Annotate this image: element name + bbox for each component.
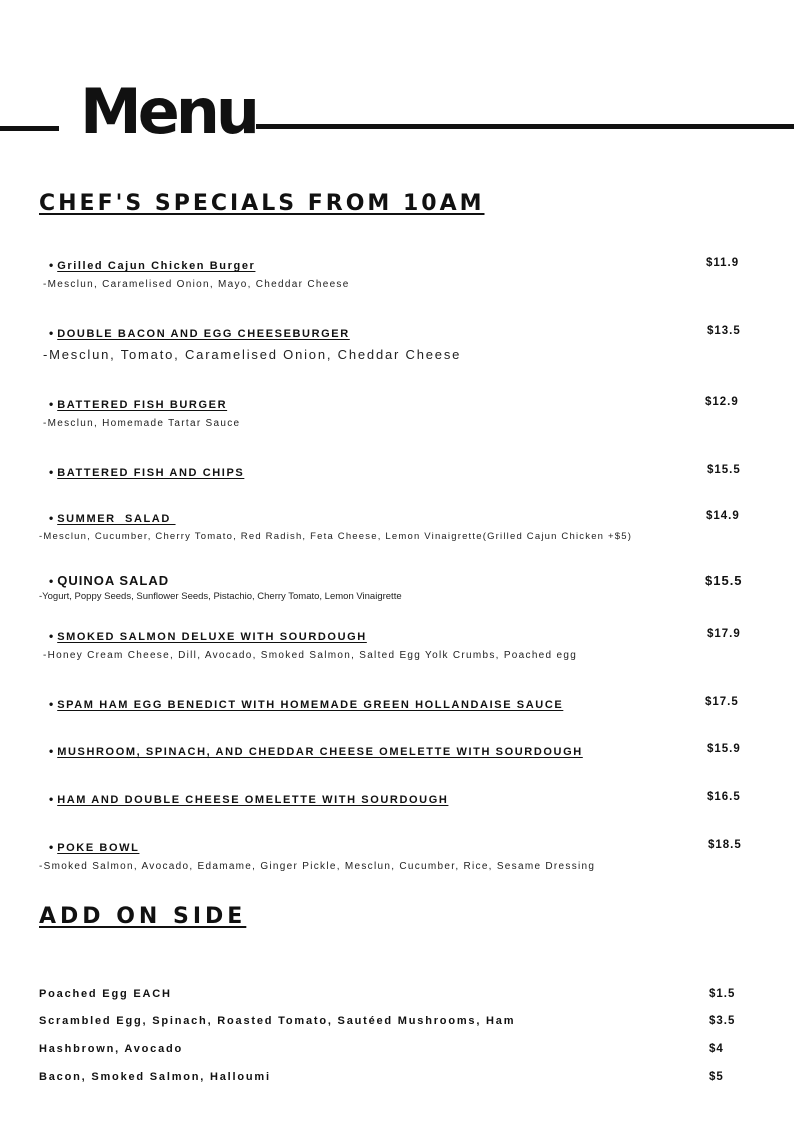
title-rule-right	[256, 124, 794, 129]
item-price: $13.5	[707, 325, 741, 337]
bullet: •	[49, 792, 54, 806]
item-price: $15.5	[707, 464, 741, 476]
menu-item	[49, 324, 350, 342]
side-item-name: Scrambled Egg, Spinach, Roasted Tomato, Sautéed Mushrooms, Ham	[39, 1015, 516, 1027]
item-name: MUSHROOM, SPINACH, AND CHEDDAR CHEESE OMELETTE WITH SOURDOUGH	[57, 746, 583, 758]
item-name: BATTERED FISH AND CHIPS	[57, 467, 245, 479]
item-price: $17.9	[707, 628, 741, 640]
item-description: -Mesclun, Homemade Tartar Sauce	[43, 418, 241, 429]
bullet: •	[49, 697, 54, 711]
item-name: BATTERED FISH BURGER	[57, 399, 228, 411]
menu-item	[49, 463, 244, 481]
section-title-add-on-side: ADD ON SIDE	[39, 904, 247, 929]
bullet: •	[49, 465, 54, 479]
bullet: •	[49, 511, 54, 525]
menu-item	[49, 790, 448, 808]
bullet: •	[49, 258, 54, 272]
menu-item	[49, 627, 367, 645]
side-item-price: $5	[709, 1071, 724, 1083]
side-item-price: $1.5	[709, 988, 736, 1000]
menu-item	[49, 695, 563, 713]
bullet: •	[49, 326, 54, 340]
item-name: Grilled Cajun Chicken Burger	[57, 260, 256, 272]
item-price: $14.9	[706, 510, 740, 522]
section-title-specials: CHEF'S SPECIALS FROM 10AM	[39, 191, 485, 216]
menu-item	[49, 395, 227, 413]
menu-item	[49, 742, 583, 760]
item-price: $15.9	[707, 743, 741, 755]
side-item-name: Bacon, Smoked Salmon, Halloumi	[39, 1071, 271, 1083]
item-price: $11.9	[706, 257, 740, 269]
item-price: $15.5	[705, 573, 743, 588]
item-price: $18.5	[708, 839, 742, 851]
menu-item	[49, 838, 139, 856]
side-item-price: $4	[709, 1043, 724, 1055]
side-item-name: Poached Egg EACH	[39, 988, 172, 1000]
menu-item	[49, 572, 169, 590]
item-price: $16.5	[707, 791, 741, 803]
item-description: -Honey Cream Cheese, Dill, Avocado, Smoked Salmon, Salted Egg Yolk Crumbs, Poached egg	[43, 650, 578, 661]
bullet: •	[49, 744, 54, 758]
bullet: •	[49, 574, 54, 588]
item-description: -Mesclun, Caramelised Onion, Mayo, Cheddar Cheese	[43, 279, 350, 290]
item-name: QUINOA SALAD	[57, 573, 170, 588]
bullet: •	[49, 629, 54, 643]
item-name: DOUBLE BACON AND EGG CHEESEBURGER	[57, 328, 350, 340]
title-rule-left	[0, 126, 59, 131]
item-description: -Yogurt, Poppy Seeds, Sunflower Seeds, Pistachio, Cherry Tomato, Lemon Vinaigrette	[39, 591, 402, 602]
bullet: •	[49, 840, 54, 854]
item-price: $17.5	[705, 696, 739, 708]
item-description: -Smoked Salmon, Avocado, Edamame, Ginger Pickle, Mesclun, Cucumber, Rice, Sesame Dressing	[39, 861, 596, 872]
item-name: SUMMER SALAD	[57, 513, 176, 525]
item-name: SPAM HAM EGG BENEDICT WITH HOMEMADE GREEN HOLLANDAISE SAUCE	[57, 699, 564, 711]
item-description: -Mesclun, Cucumber, Cherry Tomato, Red Radish, Feta Cheese, Lemon Vinaigrette(Grilled Cajun Chicken +$5)	[39, 531, 633, 542]
item-description: -Mesclun, Tomato, Caramelised Onion, Cheddar Cheese	[43, 347, 462, 362]
menu-title: Menu	[80, 75, 257, 148]
menu-item	[49, 256, 255, 274]
item-price: $12.9	[705, 396, 739, 408]
item-name: HAM AND DOUBLE CHEESE OMELETTE WITH SOURDOUGH	[57, 794, 449, 806]
item-name: POKE BOWL	[57, 842, 140, 854]
item-name: SMOKED SALMON DELUXE WITH SOURDOUGH	[57, 631, 367, 643]
side-item-name: Hashbrown, Avocado	[39, 1043, 184, 1055]
menu-item	[49, 509, 176, 527]
side-item-price: $3.5	[709, 1015, 736, 1027]
bullet: •	[49, 397, 54, 411]
